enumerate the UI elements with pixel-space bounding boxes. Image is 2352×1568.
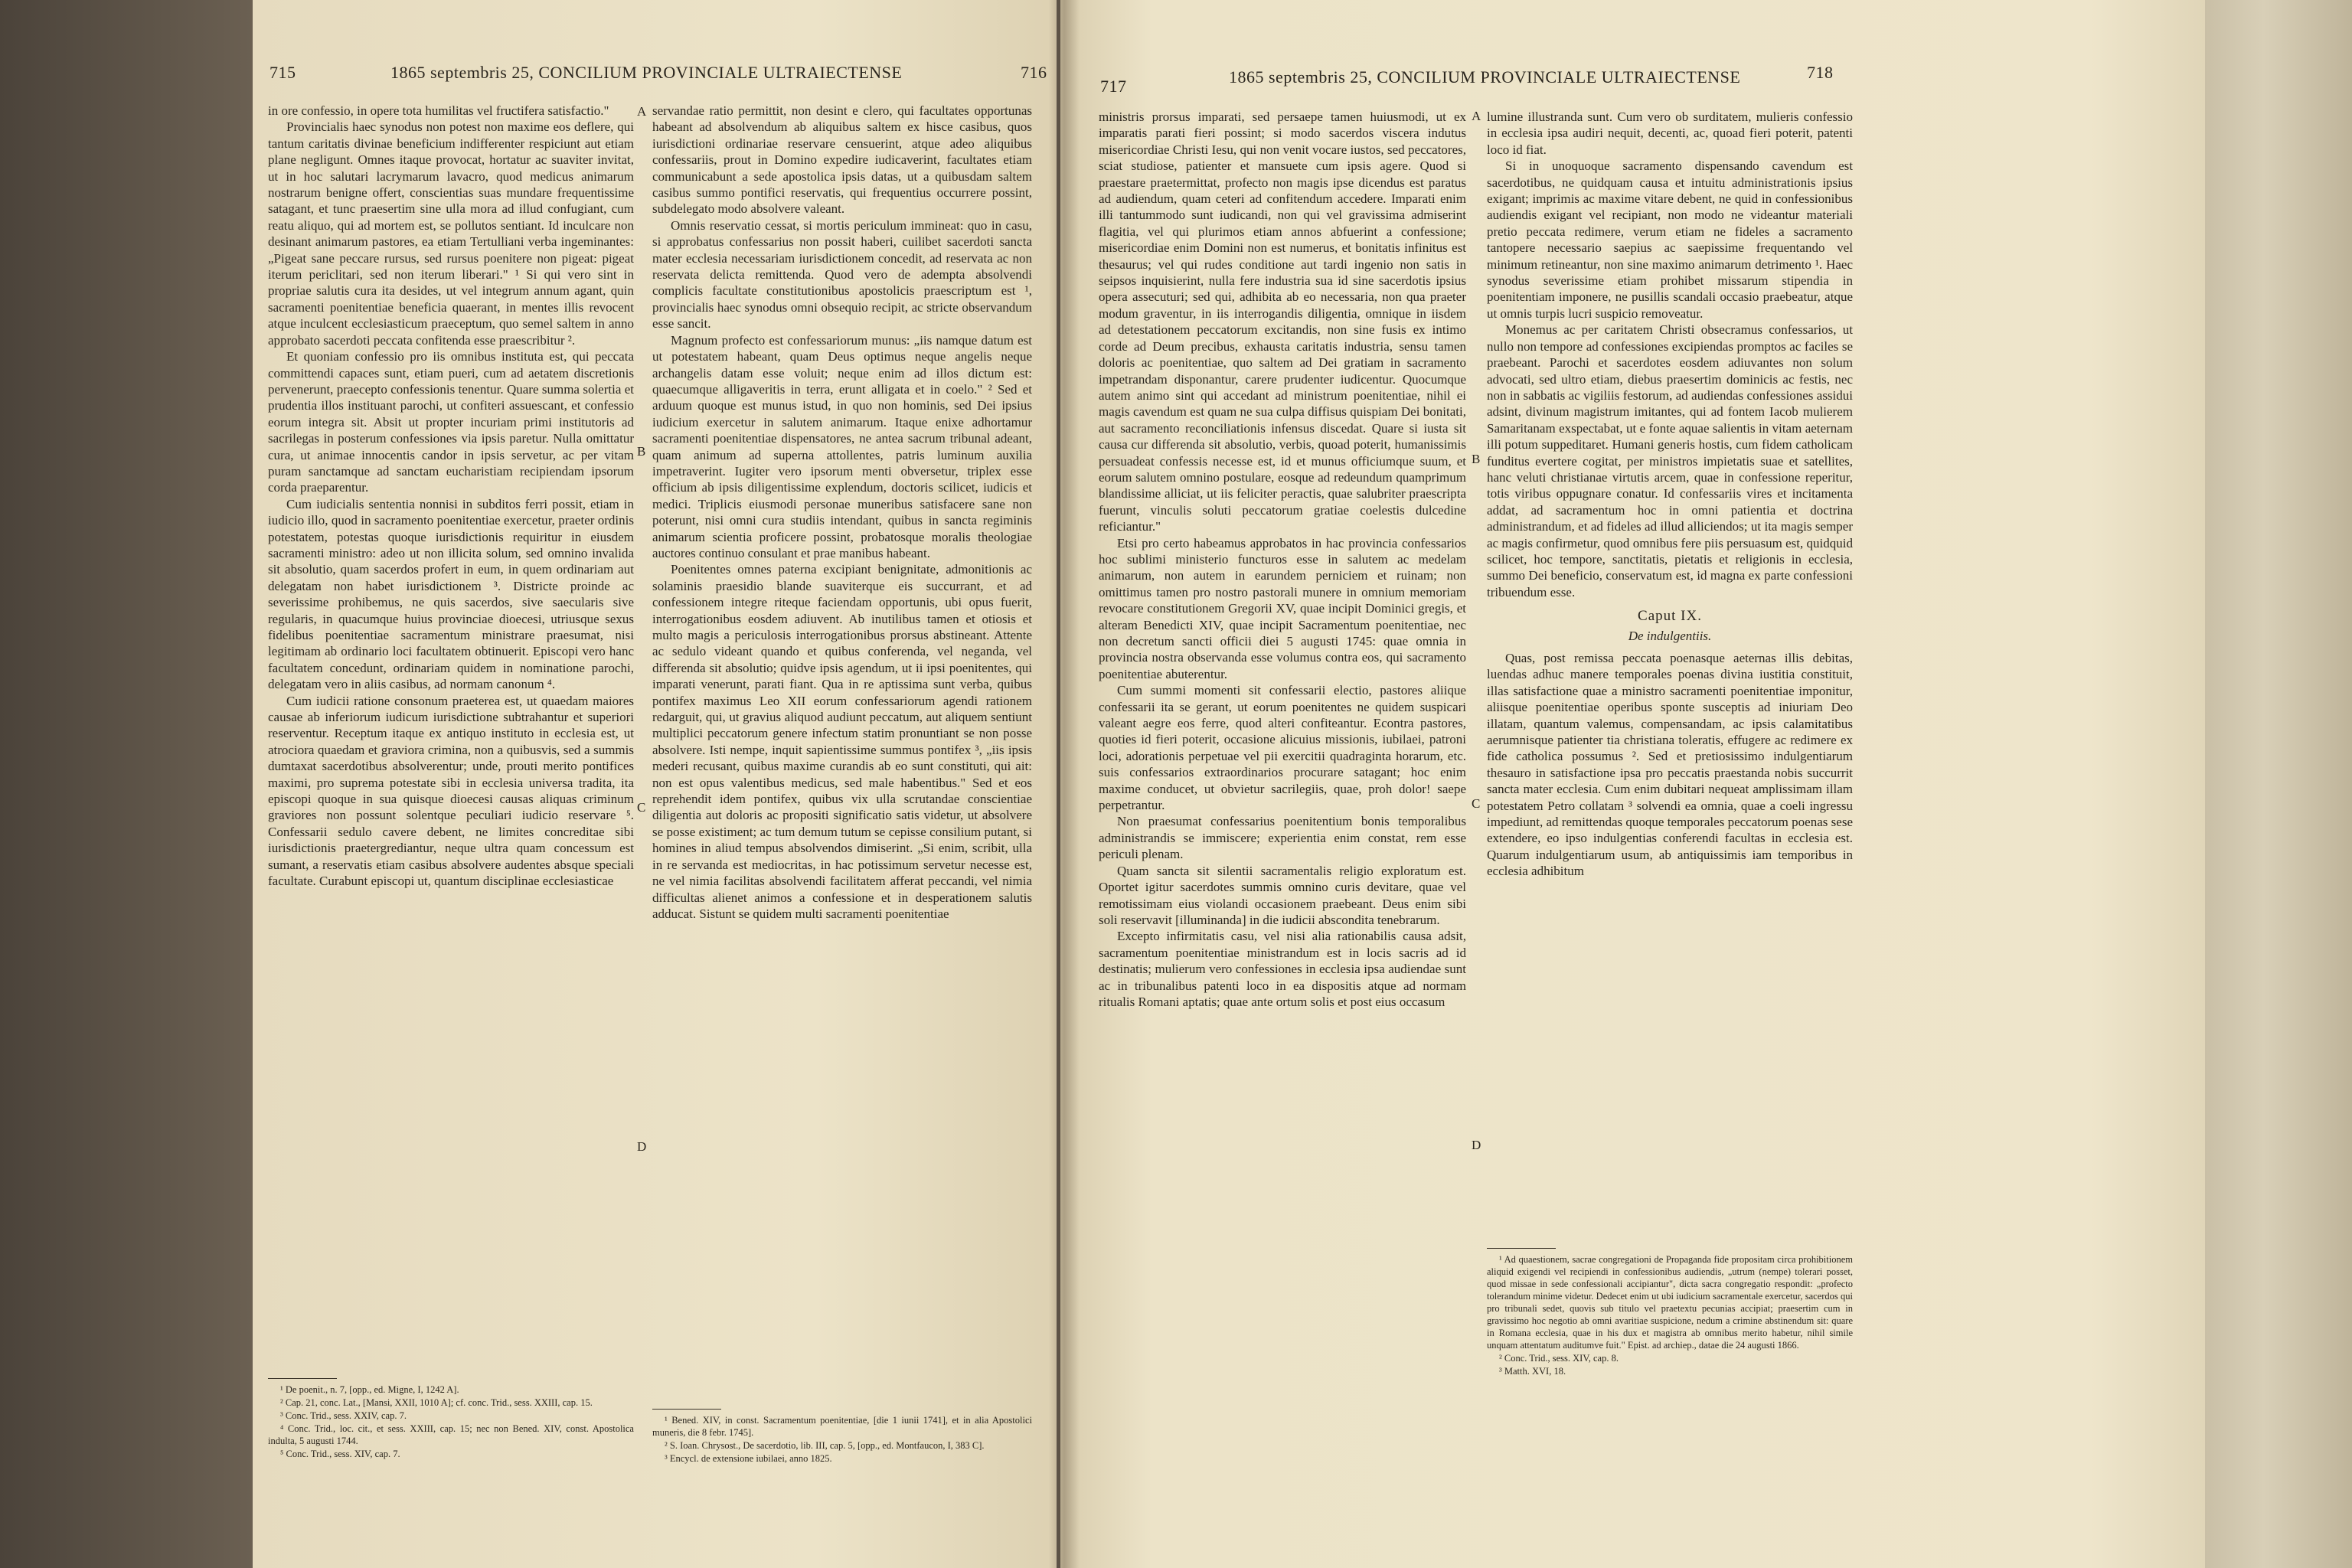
margin-letter-c: C (637, 800, 646, 815)
paragraph: servandae ratio permittit, non desint e clero, qui facultates opportunas habeant ad absolvendum ab aliquibus saltem ex hisce casibus, quos iurisdictioni ordinariae reservare censuerint, atque adeo aliquibus confessariis, prout in Domino expedire iudicaverint, facultates etiam communicabunt a sede apostolica ipsis datas, ut a quibusdam saltem casibus summo pontifici reservatis, qui frequentius occurrere possint, subdelegato modo absolvere valeant. (652, 103, 1032, 217)
left-column-1-footnotes (268, 1378, 634, 1461)
paragraph: Omnis reservatio cessat, si mortis periculum immineat: quo in casu, si approbatus confessarius non possit haberi, cuilibet sacerdoti sancta mater ecclesia necessariam iurisdictionem concedit, ad reservata ac non reservata delicta remittenda. Quod vero de adempta absolvendi complicis facultate constitutionibus apostolicis praescriptum est ¹, provincialis haec synodus omni obsequio recipit, ac stricte observandum esse sancit. (652, 217, 1032, 332)
running-title-right: 1865 septembris 25, CONCILIUM PROVINCIALE ULTRAIECTENSE (1229, 67, 1741, 87)
page-number-715: 715 (270, 63, 296, 82)
paragraph: lumine illustranda sunt. Cum vero ob surditatem, mulieris confessio in ecclesia ipsa audiri nequit, decenti, ac, quoad fieri poterit, patenti loco id fiat. (1487, 109, 1853, 157)
margin-letter-b: B (637, 444, 646, 459)
margin-letter-d: D (1472, 1138, 1481, 1152)
paragraph: Et quoniam confessio pro iis omnibus instituta est, qui peccata committendi capaces sunt, etiam pueri, cum ad aetatem discretionis pervenerunt, praecepto confessionis tenentur. Quare summa solertia et prudentia illos instituant parochi, ut confiteri assuescant, et confessio eorum integra sit. Absit ut propter incuriam primi institutoris ad sacrilegas in posterum confessiones via ipsis paretur. Nulla omittatur cura, ut animae innocentis candor in ipsis servetur, ac per vitam puram sanctamque ad sanctam eucharistiam recipiendam ipsorum corda praeparentur. (268, 349, 634, 495)
running-title-left: 1865 septembris 25, CONCILIUM PROVINCIALE ULTRAIECTENSE (390, 63, 903, 82)
footnote: ⁴ Conc. Trid., loc. cit., et sess. XXIII, cap. 15; nec non Bened. XIV, const. Apostolica indulta, 5 augusti 1744. (268, 1423, 634, 1446)
page-number-716: 716 (1021, 63, 1047, 82)
page-number-717: 717 (1100, 77, 1127, 96)
paragraph: Quam sancta sit silentii sacramentalis religio exploratum est. Oportet igitur sacerdotes summis omnino curis devitare, quae vel remotissimam eius violandi occasionem praebeant. Deus enim sibi soli reservavit [illuminanda] in die iudicii abscondita tenebrarum. (1099, 863, 1466, 927)
paragraph: Provincialis haec synodus non potest non maxime eos deflere, qui tantum caritatis divinae beneficium indifferenter respiciunt aut etiam plane negligunt. Omnes itaque provocat, hortatur ac suaviter invitat, ut in hoc salutari lacrymarum lavacro, quod medicus animarum nostrarum benigne offert, conscientias suas mundare frequentissime satagant, et tunc praesertim sine ulla mora ad illud confugiant, cum reatu aliquo, qui ad mortem est, se pollutos sentiant. Id inculcare non desinant animarum pastores, ea etiam Tertulliani verba ingeminantes: „Pigeat sane peccare rursus, sed rursus poenitere non pigeat: pigeat iterum periclitari, sed non iterum liberari." ¹ Si qui vero sint in propriae salutis cura ita desides, ut vel integrum annum agant, quin sacramenti poenitentiae beneficia quaerant, in mentes illis revocent atque inculcent ecclesiasticum praeceptum, quo semel saltem in anno approbato sacerdoti peccata confitenda esse praescribitur ². (268, 119, 634, 348)
left-column-2-footnotes (652, 1409, 1032, 1465)
margin-letter-d: D (637, 1139, 647, 1154)
paragraph: Non praesumat confessarius poenitentium bonis temporalibus administrandis se immiscere; experientia enim constat, rem esse periculi plenam. (1099, 814, 1466, 862)
footnote-rule (1487, 1248, 1556, 1249)
footnote: ³ Matth. XVI, 18. (1499, 1366, 1566, 1377)
paragraph: Cum iudicialis sententia nonnisi in subditos ferri possit, etiam in iudicio illo, quod in sacramento poenitentiae exercetur, praeter ordinis potestatem, potestas quoque iurisdictionis requiritur in eiusdem sacramenti ministro: adeo ut non illicita solum, sed omnino invalida sit absolutio, quam sacerdos profert in eum, in quem ordinariam aut delegatam non habet iurisdictionem ³. Districte proinde ac severissime prohibemus, ne quis sacerdos, sive saecularis sive regularis, in quacumque huius provinciae dioecesi, utriusque sexus fidelibus poenitentiae sacramentum ministrare praesumat, nisi legitimam ab ordinario loci facultatem obtinuerit. Episcopi vero hanc facultatem concedunt, ordinariam quidem in nominatione parochi, delegatam vero in aliis casibus, ad normam canonum ⁴. (268, 496, 634, 692)
margin-letter-a: A (1472, 109, 1481, 123)
left-column-2 (652, 103, 1032, 922)
paragraph: Quas, post remissa peccata poenasque aeternas illis debitas, luendas adhuc manere temporales poenas divina iustitia constituit, illas satisfactione quae a ministro sacramenti poenitentiae imponitur, aliisque poenitentiae operibus sponte susceptis ad iniuriam Deo illatam, quantum valemus, compensandam, ac ipsis calamitatibus aerumnisque patienter tia christiana toleratis, effugere ac redimere ex fide catholica possumus ². Sed et pretiosissimo indulgentiarum thesauro in satisfactione ipsa pro peccatis praestanda nobis succurrit sancta mater ecclesia. Cum enim dubitari nequeat amplissimam illam potestatem Petro collatam ³ solvendi ea omnia, quae a coeli ingressu impediunt, ad remittendas quoque temporales peccatorum poenas sese extendere, eo ipso indulgentias conferendi facultas in ecclesia est. Quarum indulgentiarum usum, ab antiquissimis iam temporibus in ecclesia adhibitum (1487, 651, 1853, 879)
caput-title: Caput IX. (1638, 608, 1702, 625)
paragraph: Si in unoquoque sacramento dispensando cavendum est sacerdotibus, ne quidquam causa et intuitu administrationis ipsius exigant; imprimis ac maxime vitare debent, ne quid in confessionibus audiendis exigant vel recipiant, non modo ne videantur materiali pretio peccata redimere, verum etiam ne fideles a sacramento tantopere necessario saepius ac saepissime frequentando vel minimum retineantur, non sine maximo animarum detrimento ¹. Haec synodus severissime etiam prohibet missarum stipendia in poenitentiam imponere, ne pusillis scandali occasio praebeatur, atque ut omnis turpis lucri suspicio removeatur. (1487, 158, 1853, 321)
right-column-2 (1487, 109, 1853, 880)
page-edges (2205, 0, 2352, 1568)
paragraph: Monemus ac per caritatem Christi obsecramus confessarios, ut nullo non tempore ad confessiones excipiendas promptos ac faciles se praebeant. Parochi et sacerdotes eosdem adiuvantes non solum advocati, sed ultro etiam, diebus praesertim dominicis ac festis, nec non in sabbatis ac vigiliis festorum, ad audiendas confessiones assidui adsint, divinum magistrum imitantes, qui ad fontem Iacob mulierem Samaritanam exspectabat, ut e fonte aquae salientis in vitam aeternam illi potum suppeditaret. Humani generis hostis, cum fidem catholicam funditus evertere cogitat, per ministros impietatis suae et satellites, hanc veluti christianae virtutis arcem, quae in confessione reperitur, totis viribus oppugnare conatur. Id confessariis vires et incitamenta addat, ad sacramentum hoc in omni patientia et doctrina administrandum, et ad fideles ad illud alliciendos; ut ita magis semper ac magis confirmetur, quod omnibus fere piis persuasum est, quidquid scilicet, hoc tempore, sanctitatis, pietatis et religionis in ecclesia, summo Dei beneficio, conservatum est, id magna ex parte confessioni tribuendum esse. (1487, 322, 1853, 599)
paragraph: Cum iudicii ratione consonum praeterea est, ut quaedam maiores causae ab inferiorum iudicum iurisdictione subtrahantur et superiori reserventur. Receptum itaque ex antiquo instituto in ecclesia est, ut atrociora quaedam et graviora crimina, non a quibusvis, sed a summis dumtaxat sacerdotibus absolverentur; unde, prouti merito pontifices maximi, pro suprema potestate sibi in ecclesia universa tradita, ita episcopi quoque in sua quisque dioecesi causas aliquas criminum graviores non possunt solentque peculiari iudicio reservare ⁵. Confessarii sedulo cavere debent, ne limites concreditae sibi iurisdictionis praetergrediantur, neque ultra quam concessum est sumant, a reservatis etiam casibus absolvere audentes absque speciali facultate. Curabunt episcopi ut, quantum disciplinae ecclesiasticae (268, 693, 634, 889)
footnote: ² Cap. 21, conc. Lat., [Mansi, XXII, 1010 A]; cf. conc. Trid., sess. XXIII, cap. 15. (280, 1397, 593, 1408)
right-column-1 (1099, 109, 1466, 1010)
left-page (253, 0, 1057, 1568)
footnote: ² S. Ioan. Chrysost., De sacerdotio, lib. III, cap. 5, [opp., ed. Montfaucon, I, 383 C]. (665, 1440, 985, 1451)
paragraph: Magnum profecto est confessariorum munus: „iis namque datum est ut potestatem habeant, quam Deus optimus neque angelis neque archangelis datam esse voluit; neque enim ad illos dictum est: quaecumque alligaveritis in terra, erunt alligata et in coelo." ² Sed et arduum quoque est munus istud, in quo non hominis, sed Dei ipsius iudicium exercetur in salutem animarum. Itaque enixe adhortamur sacramenti poenitentiae dispensatores, ne antea sacrum tribunal adeant, quam animum ad superna attollentes, patris luminum auxilia impetraverint. Iugiter vero ipsorum menti obversetur, triplex esse officium ab ipsis diligentissime explendum, doctoris scilicet, iudicis et medici. Triplicis eiusmodi personae muneribus satisfacere sane non poterunt, nisi omni cura studiis intendant, quibus in sancta regiminis animarum scientia proficere possint, probatosque moralis theologiae auctores continuo consulant et prae manibus habeant. (652, 332, 1032, 560)
margin-letter-c: C (1472, 796, 1481, 811)
paragraph: in ore confessio, in opere tota humilitas vel fructifera satisfactio." (268, 103, 609, 118)
left-background (0, 0, 253, 1568)
footnote: ¹ Bened. XIV, in const. Sacramentum poenitentiae, [die 1 iunii 1741], et in alia Apostolici muneris, die 8 febr. 1745]. (652, 1415, 1032, 1438)
footnote-rule (268, 1378, 337, 1379)
paragraph: ministris prorsus imparati, sed persaepe tamen huiusmodi, ut ex imparatis parati fieri possint; si modo sacerdos viscera indutus misericordiae Christi Iesu, qui non venit vocare iustos, sed peccatores, sciat studiose, patienter et mansuete cum ipsis agere. Quod si praestare praetermittat, profecto non magis ipse dicendus est paratus ad audiendum, quam ceteri ad confitendum accedere. Imparati enim illi tantummodo sunt iudicandi, non qui vel gravissima admiserint flagitia, vel qui plurimos etiam annos abfuerint a confessione; misericordiae enim Domini non est numerus, et bonitatis infinitus est thesaurus; vel qui rudes conditione aut tardi ingenio non satis in seipsos inquisierint, nulla fere industria sua id sine sacerdotis ipsius opera assecuturi; sed qui, adhibita ab eo necessaria, non qua praeter modum graventur, in iis interrogandis diligentia, omnique in iisdem ad detestationem peccatorum excitandis, non sine fusis ex intimo corde ad Deum precibus, exhausta caritatis industria, sensu tamen doloris ac poenitentiae, quo saltem ad Dei gratiam in sacramento impetrandam disponantur, carere prudenter iudicentur. Quocumque autem animo sint qui accedant ad ministrum poenitentiae, nihil ei magis cavendum est quam ne sua culpa diffisus quispiam Dei bonitati, aut sacramento reconciliationis infensus discedat. Quare si iusta sit causa cur differenda sit absolutio, verbis, quoad poterit, humanissimis persuadeat confessis necesse est, id et munus officiumque suum, et eorum salutem omnino postulare, eosque ad redeundum quamprimum blandissime alliciat, ut iis feliciter peractis, quae salubriter praescripta fuerunt, vinculis soluti peccatorum gratiae coelestis dulcedine reficiantur." (1099, 109, 1466, 534)
footnote: ³ Encycl. de extensione iubilaei, anno 1825. (665, 1453, 832, 1464)
right-column-2-footnotes (1487, 1248, 1853, 1378)
paragraph: Cum summi momenti sit confessarii electio, pastores aliique confessarii ita se gerant, ut eorum poenitentes ne quidem suspicari valeant aegre eos ferre, quod alteri confiteantur. Econtra pastores, quoties id fieri poterit, occasione alicuius missionis, iubilaei, patroni loci, adorationis perpetuae vel pii exercitii quadraginta horarum, etc. suis confessarios extraordinarios procurare satagant; hoc enim maxime conducet, ut obvietur sacrilegiis, quae, proh dolor! saepe perpetrantur. (1099, 683, 1466, 813)
footnote: ³ Conc. Trid., sess. XXIV, cap. 7. (280, 1410, 407, 1421)
footnote: ¹ Ad quaestionem, sacrae congregationi de Propaganda fide propositam circa prohibitionem aliquid exigendi vel recipiendi in confessionibus audiendis, „utrum (nempe) tolerari posset, quod missae in sede confessionali accipiantur", dicta sacra congregatio respondit: „profecto tolerandum minime videtur. Dedecet enim ut ubi iudicium sacramentale exercetur, sacerdos qui pro tribunali sedet, quovis sub titulo vel praetextu pecunias accipiat; praesertim cum in gravissimo hoc negotio ab omni avaritiae suspicione, nedum a crimine abstinendum sit: quare in Romana ecclesia, quae in his dux et magistra ab omnibus merito habetur, nihil simile unquam attentatum auditumve fuit." Epist. ad archiep., datae die 24 augusti 1866. (1487, 1254, 1853, 1351)
footnote: ⁵ Conc. Trid., sess. XIV, cap. 7. (280, 1449, 400, 1459)
right-page (1060, 0, 2205, 1568)
left-column-1 (268, 103, 634, 890)
margin-letter-b: B (1472, 452, 1481, 466)
footnote: ¹ De poenit., n. 7, [opp., ed. Migne, I, 1242 A]. (280, 1384, 459, 1395)
paragraph: Etsi pro certo habeamus approbatos in hac provincia confessarios hoc sublimi ministerio functuros esse in salutem ac medelam animarum, non autem in earundem perniciem et ruinam; non omittimus tamen pro nostro pastorali munere in omnium memoriam revocare constitutionem Gregorii XV, quae incipit Dominici gregis, et alteram Benedicti XIV, quae incipit Sacramentum poenitentiae, nec non decretum sancti officii diei 5 augusti 1745: quae omnia in provincia nostra observanda esse volumus contra eos, qui sacramento poenitentiae abuterentur. (1099, 535, 1466, 681)
footnote: ² Conc. Trid., sess. XIV, cap. 8. (1499, 1353, 1619, 1364)
page-number-718: 718 (1807, 63, 1834, 82)
footnote-rule (652, 1409, 721, 1410)
margin-letter-a: A (637, 104, 647, 119)
paragraph: Excepto infirmitatis casu, vel nisi alia rationabilis causa adsit, sacramentum poenitentiae ministrandum est in locis sacris ad id destinatis; mulierum vero confessiones in ecclesia ipsa audiendae sunt ac in tribunalibus patenti loco in ea dispositis atque ad normam ritualis Romani aptatis; quae ante ortum solis et post eius occasum (1099, 929, 1466, 1009)
paragraph: Poenitentes omnes paterna excipiant benignitate, admonitionis ac solaminis praesidio blande suaviterque eis succurrant, et ad confessionem integre riteque faciendam opportunis, ubi opus fuerit, interrogationibus eosdem adiuvent. Ab inutilibus tamen et otiosis et multo magis a periculosis interrogationibus prorsus abstineant. Attente ac sedulo videant quando et quibus conferenda, vel neganda, vel differenda sit absolutio; quidve ipsis agendum, ut ii ipsi poenitentes, qui imparati venerunt, parati fiant. Qua in re aptissima sunt verba, quibus pontifex maximus Leo XII eorum confessariorum agendi rationem redarguit, qui, ut gravius aliquod audiunt peccatum, aut aliquem sentiunt multiplici peccatorum genere infectum statim pronuntiant se non posse absolvere. Isti nempe, inquit sapientissime summus pontifex ³, „iis ipsis mederi recusant, quibus maxime curandis ab eo sunt constituti, qui ait: non est opus valentibus medicus, sed male habentibus." Sed et eos reprehendit idem pontifex, quibus vix ulla scrutandae conscientiae diligentia aut doloris ac propositi significatio satis videtur, ut absolvere se posse existiment; ac tum demum tutum se cepisse consilium putant, si homines in aliud tempus absolvendos dimiserint. „Si enim, scribit, ulla in re servanda est mediocritas, in hac potissimum servetur necesse est, ne vel nimia facilitas absolvendi facilitatem afferat peccandi, vel nimia difficultas alienet animos a confessione et in desperationem salutis adducat. Sistunt se quidem multi sacramenti poenitentiae (652, 562, 1032, 921)
caput-subtitle: De indulgentiis. (1628, 628, 1712, 643)
